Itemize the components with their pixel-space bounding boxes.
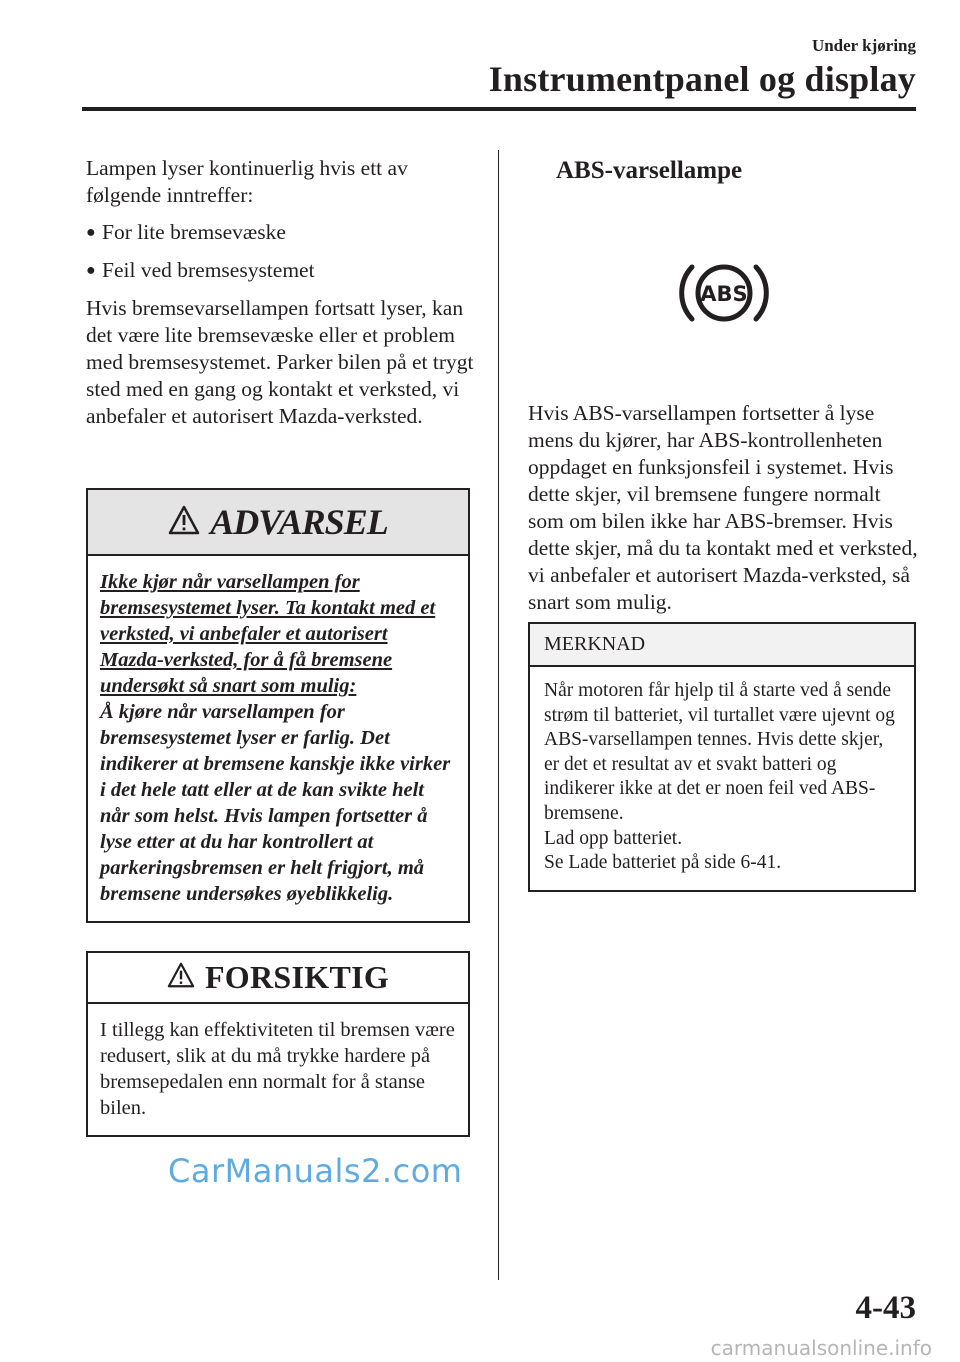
warning-text: Å kjøre når varsellampen for bremsesystemet lyser er farlig. Det indikerer at bremsene kanskje ikke virker i det hele tatt eller at de kan svikte helt når som helst. Hvis lampen fortsetter å lyse etter at du har kontrollert at parkeringsbremsen er helt frigjort, må bremsene undersøkes øyeblikkelig. <box>100 701 451 905</box>
bullet-text: Feil ved bremsesystemet <box>102 258 315 282</box>
brake-paragraph: Hvis bremsevarsellampen fortsatt lyser, kan det være lite bremsevæske eller et problem med bremsesystemet. Parker bilen på et trygt sted med en gang og kontakt et verksted, vi anbefaler et autorisert Mazda-verksted. <box>86 296 474 428</box>
warning-header <box>88 490 468 556</box>
page-number: 4-43 <box>855 1290 916 1326</box>
warning-box <box>86 488 470 923</box>
bullet-icon: ● <box>86 224 96 241</box>
caution-text: I tillegg kan effektiviteten til bremsen være redusert, slik at du må trykke hardere på bremsepedalen enn normalt for å stanse bilen. <box>100 1019 455 1119</box>
bullet-text: For lite bremsevæske <box>102 220 286 244</box>
abs-body <box>528 400 918 616</box>
note-reference: Se Lade batteriet på side 6-41. <box>544 852 782 874</box>
list-item <box>86 219 476 246</box>
warning-underlined-text: Ikke kjør når varsellampen for bremsesystemet lyser. Ta kontakt med et verksted, vi anbefaler et autorisert Mazda-verksted, for å få bremsene undersøkt så snart som mulig: <box>100 571 436 697</box>
caution-box <box>86 951 470 1137</box>
abs-icon-text: ABS <box>700 282 748 306</box>
bullet-list <box>86 219 476 284</box>
warning-triangle-icon <box>167 962 195 993</box>
left-column <box>86 155 476 430</box>
watermark-logo: CarManuals2.com <box>168 1152 463 1190</box>
abs-warning-icon <box>668 255 780 331</box>
note-box <box>528 622 916 892</box>
note-body <box>530 667 914 890</box>
right-column <box>528 155 918 614</box>
note-text: Når motoren får hjelp til å starte ved å sende strøm til batteriet, vil turtallet være ujevnt og ABS-varsellampen tennes. Hvis dette skjer, er det et resultat av et svakt batteri og indikerer ikke at det er noen feil ved ABS-bremsene. <box>544 680 895 824</box>
header-rule <box>82 107 916 111</box>
section-label: Under kjøring <box>811 36 916 55</box>
column-divider <box>498 150 499 1280</box>
warning-label: ADVARSEL <box>210 502 388 542</box>
caution-label: FORSIKTIG <box>204 959 390 995</box>
caution-body <box>88 1004 468 1135</box>
warning-body <box>88 556 468 921</box>
list-item <box>86 257 476 284</box>
caution-header <box>88 953 468 1004</box>
bullet-icon: ● <box>86 262 96 279</box>
note-header: MERKNAD <box>530 624 914 667</box>
note-line: Lad opp batteriet. <box>544 827 683 849</box>
abs-paragraph: Hvis ABS-varsellampen fortsetter å lyse mens du kjører, har ABS-kontrollenheten oppdaget en funksjonsfeil i systemet. Hvis dette skjer, vil bremsene fungere normalt som om bilen ikke har ABS-bremser. Hvis dette skjer, må du ta kontakt med et verksted, vi anbefaler et autorisert Mazda-verksted, så snart som mulig. <box>528 401 918 614</box>
intro-text: Lampen lyser kontinuerlig hvis ett av følgende inntreffer: <box>86 156 408 207</box>
abs-section-title: ABS-varsellampe <box>556 157 743 184</box>
footer-watermark: carmanualsonline.info <box>710 1336 932 1360</box>
page-title: Instrumentpanel og display <box>488 59 916 99</box>
warning-triangle-icon <box>168 505 200 540</box>
